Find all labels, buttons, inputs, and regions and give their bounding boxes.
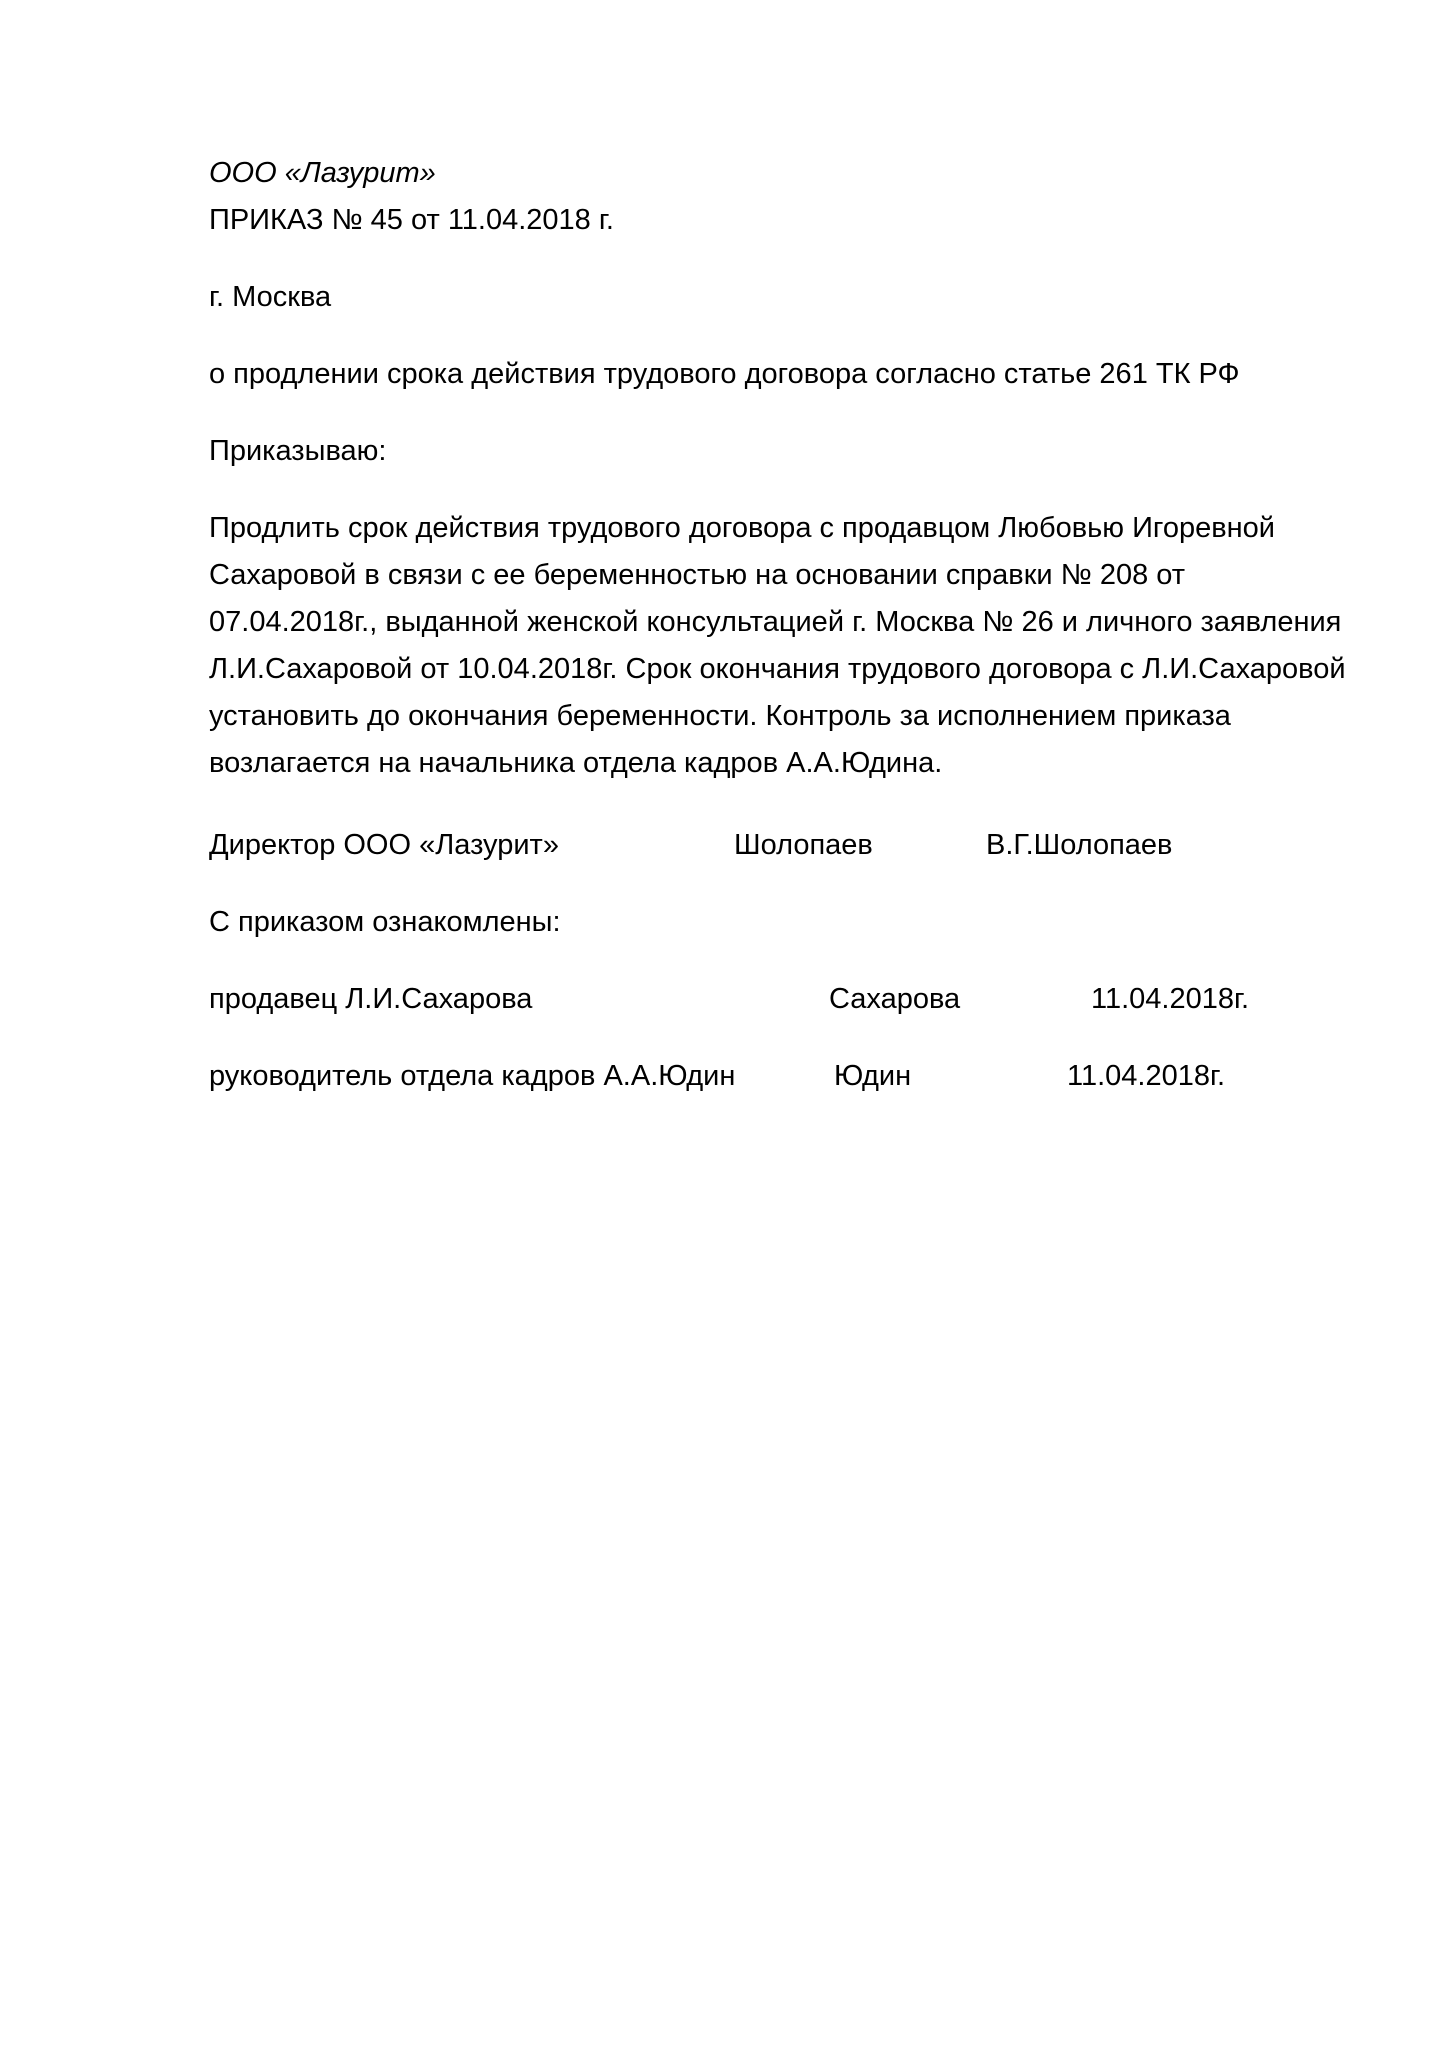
director-name: В.Г.Шолопаев	[986, 829, 1173, 861]
director-signature: Шолопаев	[734, 829, 873, 861]
order-body: Продлить срок действия трудового договора с продавцом Любовью Игоревной Сахаровой в связи с ее беременностью на основании справки № 208 от 07.04.2018г., выданной женской консультацией г. Москва № 26 и личного заявления Л.И.Сахаровой от 10.04.2018г. Срок окончания трудового договора с Л.И.Сахаровой установить до окончания беременности. Контроль за исполнением приказа возлагается на начальника отдела кадров А.А.Юдина.	[209, 512, 1346, 779]
order-subject: о продлении срока действия трудового договора согласно статье 261 ТК РФ	[209, 358, 1240, 390]
order-title: ПРИКАЗ № 45 от 11.04.2018 г.	[209, 204, 614, 236]
director-signature-row	[209, 822, 1349, 869]
acknowledgement-signature: Юдин	[834, 1060, 912, 1092]
director-position: Директор ООО «Лазурит»	[209, 829, 559, 861]
acknowledgement-row	[209, 1053, 1349, 1100]
acknowledgement-date: 11.04.2018г.	[1091, 983, 1250, 1015]
city: г. Москва	[209, 281, 332, 313]
acknowledgement-row	[209, 976, 1349, 1023]
company-name: ООО «Лазурит»	[209, 157, 436, 189]
acknowledgement-date: 11.04.2018г.	[1067, 1060, 1226, 1092]
acknowledgement-person: продавец Л.И.Сахарова	[209, 983, 533, 1015]
acknowledgement-signature: Сахарова	[829, 983, 961, 1015]
acknowledgement-person: руководитель отдела кадров А.А.Юдин	[209, 1060, 736, 1092]
order-word: Приказываю:	[209, 435, 387, 467]
acknowledged-label: С приказом ознакомлены:	[209, 906, 561, 938]
